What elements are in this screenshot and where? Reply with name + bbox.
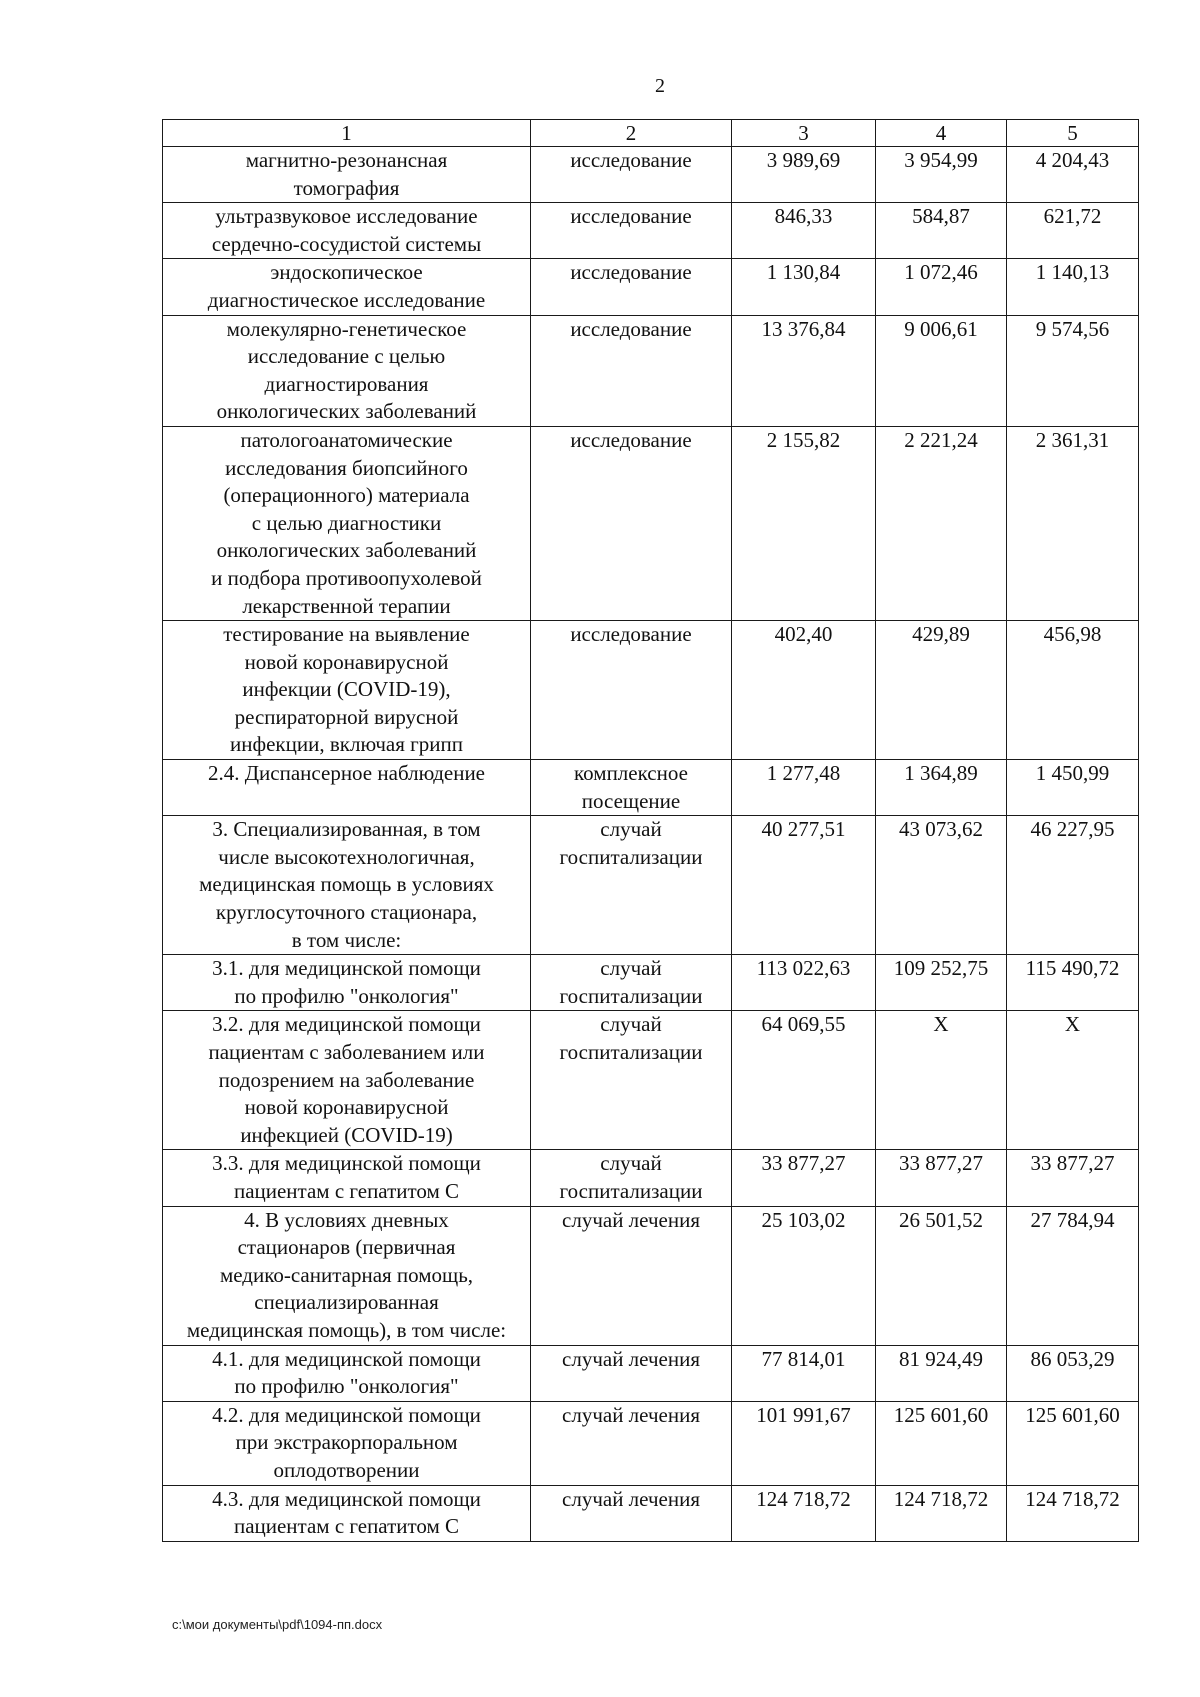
table-row (163, 315, 1139, 426)
unit-cell: случай госпитализации (531, 816, 732, 955)
column-header-4: 4 (876, 120, 1007, 147)
value-cell-col5: 9 574,56 (1007, 315, 1139, 426)
value-cell-col5: 1 450,99 (1007, 760, 1139, 816)
service-name-cell: магнитно-резонансная томография (163, 147, 531, 203)
service-name-cell: 4.3. для медицинской помощи пациентам с гепатитом С (163, 1485, 531, 1541)
service-name-cell: ультразвуковое исследование сердечно-сосудистой системы (163, 203, 531, 259)
unit-cell: комплексное посещение (531, 760, 732, 816)
value-cell-col3: 64 069,55 (732, 1011, 876, 1150)
value-cell-col4: 3 954,99 (876, 147, 1007, 203)
column-header-2: 2 (531, 120, 732, 147)
unit-cell: исследование (531, 426, 732, 620)
value-cell-col5: 124 718,72 (1007, 1485, 1139, 1541)
value-cell-col3: 124 718,72 (732, 1485, 876, 1541)
service-name-cell: тестирование на выявление новой коронавирусной инфекции (COVID-19), респираторной вирусной инфекции, включая грипп (163, 621, 531, 760)
unit-cell: случай лечения (531, 1345, 732, 1401)
value-cell-col4: 43 073,62 (876, 816, 1007, 955)
table-row (163, 816, 1139, 955)
unit-cell: случай лечения (531, 1206, 732, 1345)
column-header-1: 1 (163, 120, 531, 147)
table-row (163, 1150, 1139, 1206)
value-cell-col4: 429,89 (876, 621, 1007, 760)
value-cell-col3: 33 877,27 (732, 1150, 876, 1206)
value-cell-col4: 33 877,27 (876, 1150, 1007, 1206)
table-row (163, 760, 1139, 816)
value-cell-col4: 1 364,89 (876, 760, 1007, 816)
table-row (163, 1401, 1139, 1485)
table-row (163, 1206, 1139, 1345)
value-cell-col5: 2 361,31 (1007, 426, 1139, 620)
value-cell-col3: 25 103,02 (732, 1206, 876, 1345)
value-cell-col5: 4 204,43 (1007, 147, 1139, 203)
value-cell-col5: 125 601,60 (1007, 1401, 1139, 1485)
column-header-5: 5 (1007, 120, 1139, 147)
value-cell-col3: 77 814,01 (732, 1345, 876, 1401)
value-cell-col4: 81 924,49 (876, 1345, 1007, 1401)
value-cell-col4: 2 221,24 (876, 426, 1007, 620)
table-row (163, 147, 1139, 203)
service-name-cell: 3.1. для медицинской помощи по профилю "онкология" (163, 955, 531, 1011)
value-cell-col5: 1 140,13 (1007, 259, 1139, 315)
value-cell-col4: 26 501,52 (876, 1206, 1007, 1345)
unit-cell: случай госпитализации (531, 1011, 732, 1150)
service-name-cell: эндоскопическое диагностическое исследование (163, 259, 531, 315)
service-name-cell: 3.2. для медицинской помощи пациентам с заболеванием или подозрением на заболевание новой коронавирусной инфекцией (COVID-19) (163, 1011, 531, 1150)
table-row (163, 426, 1139, 620)
service-name-cell: 4.1. для медицинской помощи по профилю "онкология" (163, 1345, 531, 1401)
value-cell-col3: 113 022,63 (732, 955, 876, 1011)
value-cell-col4: 584,87 (876, 203, 1007, 259)
unit-cell: исследование (531, 147, 732, 203)
value-cell-col5: 115 490,72 (1007, 955, 1139, 1011)
service-name-cell: молекулярно-генетическое исследование с целью диагностирования онкологических заболеваний (163, 315, 531, 426)
value-cell-col4: 125 601,60 (876, 1401, 1007, 1485)
value-cell-col4: 109 252,75 (876, 955, 1007, 1011)
value-cell-col4: 124 718,72 (876, 1485, 1007, 1541)
table-row (163, 621, 1139, 760)
table-row (163, 203, 1139, 259)
value-cell-col3: 101 991,67 (732, 1401, 876, 1485)
service-name-cell: патологоанатомические исследования биопсийного (операционного) материала с целью диагностики онкологических заболеваний и подбора противоопухолевой лекарственной терапии (163, 426, 531, 620)
value-cell-col3: 846,33 (732, 203, 876, 259)
tariff-table (162, 119, 1139, 1542)
service-name-cell: 3. Специализированная, в том числе высокотехнологичная, медицинская помощь в условиях круглосуточного стационара, в том числе: (163, 816, 531, 955)
table-body (163, 147, 1139, 1542)
unit-cell: исследование (531, 315, 732, 426)
page-number: 2 (655, 75, 665, 97)
unit-cell: случай госпитализации (531, 955, 732, 1011)
value-cell-col5: 621,72 (1007, 203, 1139, 259)
column-header-3: 3 (732, 120, 876, 147)
value-cell-col3: 3 989,69 (732, 147, 876, 203)
unit-cell: случай лечения (531, 1401, 732, 1485)
unit-cell: исследование (531, 621, 732, 760)
value-cell-col3: 2 155,82 (732, 426, 876, 620)
unit-cell: исследование (531, 259, 732, 315)
value-cell-col5: X (1007, 1011, 1139, 1150)
unit-cell: исследование (531, 203, 732, 259)
value-cell-col5: 86 053,29 (1007, 1345, 1139, 1401)
service-name-cell: 4.2. для медицинской помощи при экстракорпоральном оплодотворении (163, 1401, 531, 1485)
value-cell-col5: 456,98 (1007, 621, 1139, 760)
table-row (163, 955, 1139, 1011)
value-cell-col3: 13 376,84 (732, 315, 876, 426)
value-cell-col4: X (876, 1011, 1007, 1150)
value-cell-col3: 1 277,48 (732, 760, 876, 816)
value-cell-col3: 1 130,84 (732, 259, 876, 315)
value-cell-col4: 1 072,46 (876, 259, 1007, 315)
value-cell-col4: 9 006,61 (876, 315, 1007, 426)
value-cell-col5: 33 877,27 (1007, 1150, 1139, 1206)
service-name-cell: 3.3. для медицинской помощи пациентам с гепатитом С (163, 1150, 531, 1206)
table-row (163, 259, 1139, 315)
table-row (163, 1345, 1139, 1401)
table-row (163, 1011, 1139, 1150)
value-cell-col5: 46 227,95 (1007, 816, 1139, 955)
value-cell-col5: 27 784,94 (1007, 1206, 1139, 1345)
table-row (163, 1485, 1139, 1541)
service-name-cell: 2.4. Диспансерное наблюдение (163, 760, 531, 816)
service-name-cell: 4. В условиях дневных стационаров (первичная медико-санитарная помощь, специализированная медицинская помощь), в том числе: (163, 1206, 531, 1345)
value-cell-col3: 402,40 (732, 621, 876, 760)
column-number-row (163, 120, 1139, 147)
unit-cell: случай лечения (531, 1485, 732, 1541)
unit-cell: случай госпитализации (531, 1150, 732, 1206)
footer-file-path: c:\мои документы\pdf\1094-пп.docx (172, 1617, 383, 1632)
value-cell-col3: 40 277,51 (732, 816, 876, 955)
